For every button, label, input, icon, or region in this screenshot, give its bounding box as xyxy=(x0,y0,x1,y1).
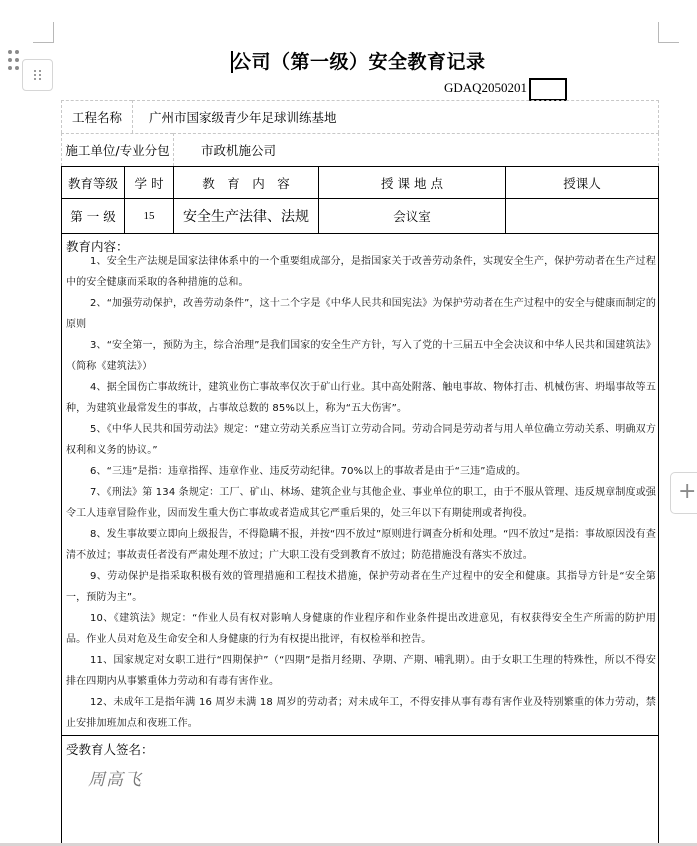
content-paragraph[interactable]: 2、“加强劳动保护，改善劳动条件”，这十二个字是《中华人民共和国宪法》为保护劳动者在生产过程中的安全与健康而制定的原则 xyxy=(66,298,656,331)
content-heading: 教育内容： xyxy=(66,239,129,254)
table-border xyxy=(61,166,62,846)
project-name-value[interactable]: 广州市国家级青少年足球训练基地 xyxy=(132,100,659,133)
add-block-button[interactable] xyxy=(670,472,697,514)
content-paragraph[interactable]: 9、劳动保护是指采取积极有效的管理措施和工程技术措施，保护劳动者在生产过程中的安全和健康。其指导方针是“安全第一，预防为主”。 xyxy=(66,571,656,604)
header-instructor: 授课人 xyxy=(563,175,601,191)
cell-education-level[interactable]: 第 一 级 xyxy=(70,209,116,224)
content-paragraph[interactable]: 12、未成年工是指年满 16 周岁未满 18 周岁的劳动者；对未成年工，不得安排从事有毒有害作业及特别繁重的体力劳动，禁止安排加班加点和夜班工作。 xyxy=(66,697,656,730)
contractor-label: 施工单位/专业分包 xyxy=(61,133,173,166)
project-name-label: 工程名称 xyxy=(61,100,132,133)
plus-icon: + xyxy=(678,479,697,504)
content-paragraph[interactable]: 3、“安全第一，预防为主，综合治理”是我们国家的安全生产方针，写入了党的十三届五中全会决议和中华人民共和国建筑法》（简称《建筑法》） xyxy=(66,340,656,373)
content-paragraph[interactable]: 10、《建筑法》规定：“作业人员有权对影响人身健康的作业程序和作业条件提出改进意见，有权获得安全生产所需的防护用品。作业人员对危及生命安全和人身健康的行为有权提出批评，有权检举和控告。 xyxy=(66,613,656,646)
code-suffix-box[interactable] xyxy=(529,78,567,101)
content-paragraph[interactable]: 1、安全生产法规是国家法律体系中的一个重要组成部分，是指国家关于改善劳动条件，实现安全生产，保护劳动者在生产过程中的安全健康而采取的各种措施的总和。 xyxy=(66,256,656,289)
header-education-level: 教育等级 xyxy=(67,175,118,191)
content-paragraph[interactable]: 7、《刑法》第 134 条规定：工厂、矿山、林场、建筑企业与其他企业、事业单位的职工，由于不服从管理、违反规章制度或强令工人违章冒险作业，因而发生重大伤亡事故或者造成其它严重后果的，处三年以下有期徒刑或者拘役。 xyxy=(66,487,656,520)
content-paragraph[interactable]: 5、《中华人民共和国劳动法》规定：“建立劳动关系应当订立劳动合同。劳动合同是劳动者与用人单位确立劳动关系、明确双方权利和义务的协议。” xyxy=(66,424,656,457)
handwritten-signature: 周高飞 xyxy=(88,770,142,790)
table-border xyxy=(61,735,659,736)
table-border xyxy=(61,233,659,234)
document-title[interactable]: 公司（第一级）安全教育记录 xyxy=(232,51,486,73)
header-hours: 学 时 xyxy=(134,175,164,191)
content-paragraph[interactable]: 8、发生事故要立即向上级报告，不得隐瞒不报，并按“四不放过”原则进行调查分析和处理。“四不放过”是指：事故原因没有查清不放过；事故责任者没有严肃处理不放过；广大职工没有受到教育不放过；防范措施没有落实不放过。 xyxy=(66,529,656,562)
contractor-value[interactable]: 市政机施公司 xyxy=(173,133,659,166)
content-paragraph[interactable]: 4、据全国伤亡事故统计，建筑业伤亡事故率仅次于矿山行业。其中高处附落、触电事故、物体打击、机械伤害、坍塌事故等五种，为建筑业最常发生的事故，占事故总数的 85%以上，称为“五大伤害”。 xyxy=(66,382,656,415)
table-border xyxy=(658,166,659,846)
cell-location[interactable]: 会议室 xyxy=(393,209,431,224)
signature-label: 受教育人签名： xyxy=(66,742,154,757)
header-education-content: 教 育 内 容 xyxy=(202,175,290,191)
page-corner-mark-top-right xyxy=(658,22,679,43)
table-move-handle[interactable] xyxy=(22,59,53,91)
document-code: GDAQ2050201 xyxy=(444,80,528,95)
cell-hours[interactable]: 15 xyxy=(143,210,155,222)
header-location: 授 课 地 点 xyxy=(381,175,443,191)
content-paragraph[interactable]: 11、国家规定对女职工进行“四期保护”（“四期”是指月经期、孕期、产期、哺乳期）。由于女职工生理的特殊性，所以不得安排在四期内从事繁重体力劳动和有毒有害作业。 xyxy=(66,655,656,688)
page-corner-mark-top-left xyxy=(33,22,54,43)
cell-education-content[interactable]: 安全生产法律、法规 xyxy=(183,209,309,225)
content-paragraph[interactable]: 6、“三违”是指：违章指挥、违章作业、违反劳动纪律。70%以上的事故者是由于“三违”造成的。 xyxy=(90,466,527,477)
cell-instructor[interactable] xyxy=(506,199,658,233)
